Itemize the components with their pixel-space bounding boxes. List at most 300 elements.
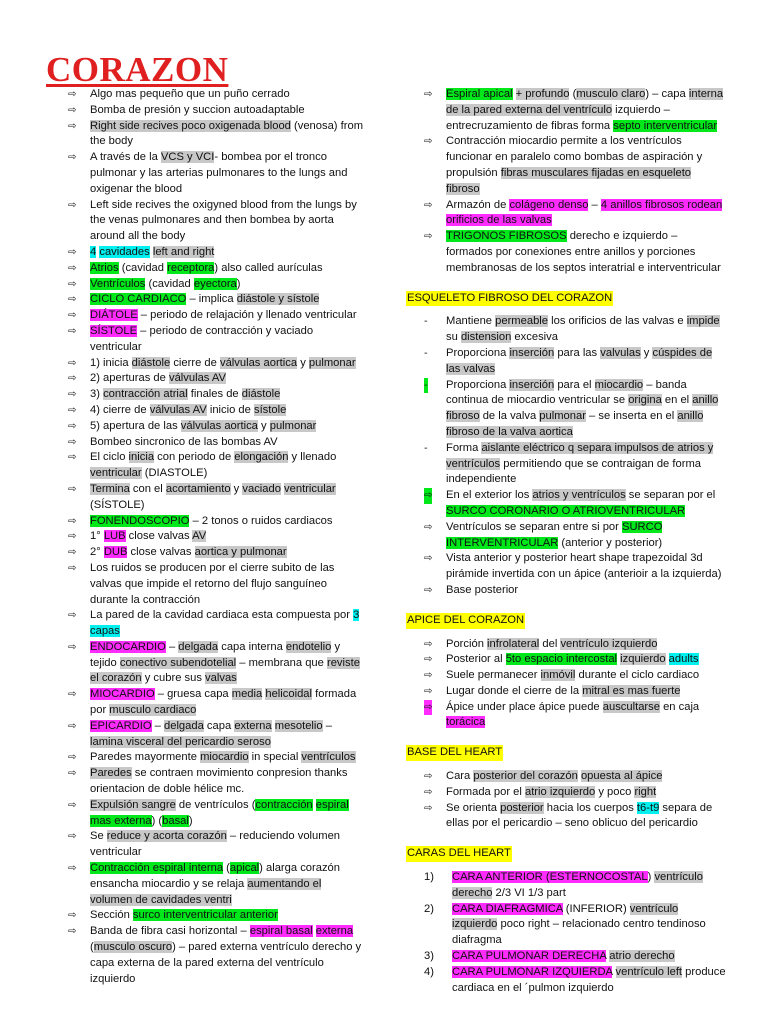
text-segment: Vista anterior y posterior heart shape trapezoidal 3d pirámide invertida con un ápice (anterioir a la izquierda) <box>446 552 722 581</box>
highlighted-text: CARA PULMONAR IZQUIERDA <box>452 965 613 978</box>
text-segment: ) alarga corazón ensancha miocardio y se relaja <box>90 862 340 890</box>
text-segment: ( <box>569 88 577 100</box>
highlighted-text: infrolateral <box>487 637 540 650</box>
list-item <box>424 488 726 520</box>
heading-base: BASE DEL HEART <box>406 745 503 761</box>
right-arrow-icon: ⇨ <box>68 562 77 574</box>
highlighted-text: atrio derecho <box>609 950 675 963</box>
text-segment: su <box>446 331 461 344</box>
base-list <box>424 769 726 832</box>
text-segment: con el <box>129 482 166 495</box>
list-item <box>424 785 726 801</box>
highlighted-text: cavidades <box>99 245 150 258</box>
right-column <box>407 87 726 996</box>
text-segment: 2) aperturas de <box>90 372 169 385</box>
text-segment: se contraen movimiento conpresion thanks orientacion de doble hélice mc. <box>90 767 348 796</box>
highlighted-text: pulmonar <box>308 356 356 369</box>
text-segment: – periodo de relajación y llenado ventricular <box>137 309 357 322</box>
right-arrow-icon: ⇨ <box>68 483 77 495</box>
highlighted-text: fibras musculares fijadas en esqueleto fibroso <box>446 166 692 195</box>
numbered-item <box>424 949 726 965</box>
highlighted-text: conectivo subendotelial <box>119 656 237 669</box>
highlighted-text: MIOCARDIO <box>90 688 155 701</box>
highlighted-text: espiral mas externa <box>90 798 349 827</box>
list-item <box>68 514 364 530</box>
highlighted-text: media <box>231 688 263 701</box>
highlighted-text: externa <box>234 719 272 732</box>
highlighted-text: Right side recives poco oxigenada blood <box>90 119 291 132</box>
highlighted-text: LUB <box>103 530 126 543</box>
list-item <box>68 198 364 245</box>
right-arrow-icon: ⇨ <box>68 910 77 922</box>
highlighted-text: VCS y VCI <box>160 151 215 164</box>
highlighted-text: right <box>634 785 657 798</box>
text-segment: y tejido <box>90 640 341 669</box>
highlighted-text: contracción atrial <box>103 388 188 401</box>
list-item <box>68 403 364 419</box>
highlighted-text: ventricular <box>90 467 142 480</box>
highlighted-text: aislante eléctrico q separa impulsos de atrios y ventrículos <box>446 441 714 470</box>
highlighted-text: DUB <box>103 546 128 559</box>
highlighted-text: CARA PULMONAR DERECHA <box>452 950 607 963</box>
list-item <box>424 346 726 378</box>
right-arrow-icon: ⇨ <box>68 863 77 875</box>
right-arrow-icon: ⇨ <box>68 752 77 764</box>
text-segment: Bomba de presión y succion autoadaptable <box>90 103 305 116</box>
highlighted-text: valvas <box>205 672 237 685</box>
highlighted-text: ventrículos <box>301 751 356 764</box>
heading-caras: CARAS DEL HEART <box>406 846 512 862</box>
right-arrow-icon: ⇨ <box>424 670 433 682</box>
highlighted-text: Paredes <box>90 767 132 780</box>
text-segment: 3) <box>90 388 104 401</box>
text-segment: poco right – relacionado centro tendinoso diafragma <box>452 918 706 947</box>
list-item <box>68 750 364 766</box>
right-arrow-icon: ⇨ <box>424 89 433 100</box>
list-item <box>68 387 364 403</box>
list-item <box>424 769 726 785</box>
right-arrow-icon: ⇨ <box>424 521 433 533</box>
text-segment: de ventrículos ( <box>175 798 256 811</box>
highlighted-text: EPICARDIO <box>90 719 152 732</box>
text-segment: Forma <box>446 441 482 454</box>
text-segment: A través de la <box>90 151 161 164</box>
text-segment: Proporciona <box>446 346 510 359</box>
highlighted-text: + profundo <box>515 88 570 100</box>
highlighted-text: válvulas aortica <box>180 419 258 432</box>
right-arrow-icon: ⇨ <box>68 420 77 432</box>
text-segment: in special <box>248 751 302 764</box>
list-item <box>424 700 726 732</box>
heading-apice: APICE DEL CORAZON <box>406 613 525 629</box>
highlighted-text: anillo fibroso <box>446 394 719 423</box>
highlighted-text: posterior del corazón <box>473 770 578 783</box>
highlighted-text: ventricular <box>284 482 336 495</box>
text-segment: – reduciendo volumen ventricular <box>90 830 341 859</box>
text-segment: 1° <box>90 530 104 543</box>
text-segment: Ventrículos se separan entre si por <box>446 520 622 533</box>
text-segment: (cavidad <box>118 261 168 274</box>
highlighted-text: sístole <box>253 403 287 416</box>
list-item <box>424 551 726 583</box>
text-segment: en caja <box>659 700 700 713</box>
highlighted-text: elongación <box>234 451 289 464</box>
list-item <box>68 277 364 293</box>
text-segment: con periodo de <box>154 451 235 464</box>
highlighted-text: inserción <box>509 378 555 391</box>
highlighted-text: izquierdo <box>620 653 666 666</box>
highlighted-text: diástole <box>241 388 281 401</box>
highlighted-text: atrio izquierdo <box>524 785 596 798</box>
highlighted-text: válvulas AV <box>168 372 226 385</box>
list-item <box>68 640 364 687</box>
text-segment: – se inserta en el <box>585 410 678 423</box>
text-segment: (SÍSTOLE) <box>90 498 145 511</box>
highlighted-text: colágeno denso <box>509 198 589 211</box>
text-segment: Mantiene <box>446 315 496 328</box>
item-number: 4) <box>424 965 434 978</box>
right-arrow-icon: ⇨ <box>68 926 77 938</box>
highlighted-text: distension <box>460 331 512 344</box>
right-arrow-icon: ⇨ <box>424 553 433 565</box>
list-item <box>68 87 364 103</box>
list-item <box>68 687 364 719</box>
highlighted-text: atrios y ventrículos <box>532 489 626 502</box>
right-arrow-icon: ⇨ <box>68 515 77 527</box>
list-item <box>68 308 364 324</box>
text-segment: 2° <box>90 546 104 559</box>
text-segment: ( <box>223 862 230 875</box>
highlighted-text: Termina <box>90 482 130 495</box>
highlighted-text: externa <box>315 925 354 938</box>
right-arrow-icon: ⇨ <box>68 152 77 164</box>
text-segment: – <box>151 719 164 732</box>
highlighted-text: espiral basal <box>249 925 313 938</box>
text-segment: El ciclo <box>90 451 129 464</box>
list-item <box>68 766 364 798</box>
text-segment: derecho e izquierdo – formados por conexiones entre anillos y porciones membranosas de los septos interatrial e interventricular <box>446 230 721 274</box>
list-item <box>424 229 726 276</box>
highlighted-text: ventrículo izquierdo <box>452 902 679 931</box>
right-arrow-icon: ⇨ <box>424 786 433 798</box>
highlighted-text: helicoidal <box>265 688 313 701</box>
text-segment: – <box>588 198 601 211</box>
text-segment: durante el ciclo cardiaco <box>575 669 700 682</box>
text-segment: y llenado <box>288 451 337 464</box>
list-item <box>424 668 726 684</box>
list-item <box>424 637 726 653</box>
text-segment: produce cardiaca en el ´pulmon izquierdo <box>452 965 726 994</box>
heading-esqueleto: ESQUELETO FIBROSO DEL CORAZON <box>406 291 613 307</box>
text-segment: ) – capa <box>645 88 689 100</box>
text-segment: se separan por el <box>625 489 716 502</box>
text-segment: ) – pared externa ventrículo derecho y capa externa de la pared externa del ventrículo izquierdo <box>90 941 362 985</box>
highlighted-text: septo interventricular <box>613 119 718 132</box>
text-segment: Armazón de <box>446 198 510 211</box>
highlighted-text: miocardio <box>200 751 249 764</box>
right-arrow-icon: ⇨ <box>68 262 77 274</box>
text-segment: los orificios de las valvas e <box>548 315 687 328</box>
highlighted-text: cúspides de las valvas <box>446 346 713 375</box>
right-arrow-icon: ⇨ <box>68 452 77 464</box>
highlighted-text: SURCO INTERVENTRICULAR <box>446 520 663 549</box>
text-segment: – implica <box>186 293 237 306</box>
highlighted-text: surco interventricular anterior <box>132 909 278 922</box>
text-segment: capa interna <box>218 640 286 653</box>
right-arrow-icon: ⇨ <box>424 136 433 148</box>
right-arrow-icon: ⇨ <box>68 89 77 100</box>
text-segment: Ápice under place ápice puede <box>446 700 603 713</box>
list-item <box>424 684 726 700</box>
left-column <box>68 87 364 987</box>
list-item <box>424 520 726 552</box>
right-arrow-icon: ⇨ <box>68 120 77 132</box>
text-segment: Cara <box>446 770 474 783</box>
text-segment: Lugar donde el cierre de la <box>446 684 583 697</box>
highlighted-text: permeable <box>495 315 549 328</box>
highlighted-text: delgada <box>178 640 219 653</box>
highlighted-text: apical <box>229 862 260 875</box>
text-segment: excesiva <box>511 331 558 344</box>
text-segment: (cavidad <box>145 277 194 290</box>
highlighted-text: SÍSTOLE <box>90 324 138 337</box>
right-arrow-icon: ⇨ <box>424 700 432 716</box>
caras-list <box>424 870 726 996</box>
highlighted-text: 3 capas <box>90 609 360 638</box>
highlighted-text: posterior <box>500 801 544 814</box>
highlighted-text: 4 <box>90 245 97 258</box>
text-segment: (DIASTOLE) <box>141 467 208 480</box>
highlighted-text: Contracción espiral interna <box>90 862 224 875</box>
text-segment: Contracción miocardio permite a los ventrículos funcionar en paralelo como bombas de aspiración y propulsión <box>446 135 703 179</box>
highlighted-text: ventrículo derecho <box>452 871 703 899</box>
list-item <box>68 924 364 987</box>
text-segment: finales de <box>187 388 242 401</box>
highlighted-text: pulmonar <box>269 419 317 432</box>
page-title: CORAZON <box>46 50 229 89</box>
text-segment: 2/3 VI 1/3 part <box>492 886 566 899</box>
text-segment: inicio de <box>206 403 254 416</box>
highlighted-text: Ventrículos <box>90 277 146 290</box>
text-segment: Proporciona <box>446 378 510 391</box>
highlighted-text: opuesta al ápice <box>580 770 663 783</box>
right-arrow-icon: ⇨ <box>68 768 77 780</box>
highlighted-text: pulmonar <box>539 410 586 423</box>
highlighted-text: anillo fibroso de la valva aortica <box>446 410 704 438</box>
list-item <box>68 561 364 608</box>
right-arrow-icon: ⇨ <box>424 654 433 666</box>
right-arrow-icon: ⇨ <box>424 685 433 697</box>
text-segment: Los ruidos se producen por el cierre subito de las valvas que impide el retorno del flujo sanguíneo durante la contracción <box>90 561 335 606</box>
list-item <box>424 801 726 833</box>
highlighted-text: aortica y pulmonar <box>194 546 287 559</box>
highlighted-text: Atrios <box>90 261 119 274</box>
text-segment: 5) apertura de las <box>90 419 181 432</box>
text-segment: y <box>640 346 653 359</box>
right-arrow-icon: ⇨ <box>68 610 77 622</box>
highlighted-text: aumentando el volumen de cavidades ventri <box>90 877 322 906</box>
list-item <box>68 292 364 308</box>
text-segment: close valvas <box>127 546 195 559</box>
list-item <box>68 261 364 277</box>
text-segment: Algo mas pequeño que un puño cerrado <box>90 88 290 100</box>
list-item <box>68 371 364 387</box>
highlighted-text: inserción <box>509 346 555 359</box>
highlighted-text: 5to espacio intercostal <box>505 653 618 666</box>
list-item <box>68 719 364 751</box>
list-item <box>68 356 364 372</box>
highlighted-text: diástole <box>131 356 171 369</box>
dash-bullet: - <box>424 442 428 454</box>
highlighted-text: AV <box>192 530 207 543</box>
highlighted-text: mitral es mas fuerte <box>582 684 681 697</box>
highlighted-text: ENDOCARDIO <box>90 640 166 653</box>
text-segment: ) <box>236 277 241 290</box>
list-item <box>424 652 726 668</box>
text-segment: Paredes mayormente <box>90 751 201 764</box>
text-segment: permitiendo que se contraigan de forma independiente <box>446 457 701 486</box>
right-arrow-icon: ⇨ <box>68 547 77 559</box>
right-arrow-icon: ⇨ <box>68 531 77 543</box>
dash-bullet: - <box>424 316 428 328</box>
text-segment: y <box>230 482 243 495</box>
text-segment: de la valva <box>479 410 540 423</box>
right-arrow-icon: ⇨ <box>424 584 433 596</box>
highlighted-text: endotelio <box>285 640 332 653</box>
highlighted-text: torácica <box>446 716 486 729</box>
text-segment: en el <box>661 394 693 407</box>
text-segment: Sección <box>90 909 133 922</box>
text-segment: – periodo de contracción y vaciado ventricular <box>90 324 314 353</box>
list-item <box>68 861 364 908</box>
highlighted-text: reviste el corazón <box>90 656 360 685</box>
list-item <box>68 245 364 261</box>
highlighted-text: reduce y acorta corazón <box>106 830 227 843</box>
text-segment: Se orienta <box>446 801 501 814</box>
highlighted-text: CARA DIAFRAGMICA <box>452 902 563 915</box>
highlighted-text: DIÁTOLE <box>90 309 138 322</box>
highlighted-text: 4 anillos fibrosos rodean orificios de las valvas <box>446 198 723 227</box>
text-segment: En el exterior los <box>446 489 533 502</box>
list-item <box>424 378 726 441</box>
list-item <box>68 829 364 861</box>
list-item <box>68 798 364 830</box>
text-segment: (venosa) from the body <box>90 119 364 148</box>
highlighted-text: basal <box>162 814 189 827</box>
apice-list <box>424 637 726 732</box>
right-arrow-icon: ⇨ <box>424 802 433 814</box>
list-item <box>68 608 364 640</box>
text-segment: ) <box>188 814 193 827</box>
right-arrow-icon: ⇨ <box>68 799 77 811</box>
right-arrow-icon: ⇨ <box>68 689 77 701</box>
item-number: 1) <box>424 871 434 884</box>
highlighted-text: TRIGONOS FIBROSOS <box>446 230 567 243</box>
list-item <box>68 419 364 435</box>
highlighted-text: inmóvil <box>540 669 576 682</box>
text-segment: ) ( <box>151 814 163 827</box>
text-segment: – <box>322 719 332 732</box>
list-item <box>68 482 364 514</box>
item-number: 2) <box>424 902 434 915</box>
highlighted-text: Expulsión sangre <box>90 798 176 811</box>
list-item <box>68 908 364 924</box>
right-arrow-icon: ⇨ <box>68 278 77 290</box>
text-segment: Posterior al <box>446 653 506 666</box>
highlighted-text: origina <box>628 394 662 407</box>
list-item <box>424 441 726 488</box>
right-arrow-icon: ⇨ <box>68 357 77 369</box>
highlighted-text: diástole y sístole <box>236 293 320 306</box>
text-segment: (anterior y posterior) <box>558 536 663 549</box>
text-segment: – banda continua de miocardio ventricular se <box>446 378 687 407</box>
dash-bullet: - <box>424 347 428 359</box>
right-arrow-icon: ⇨ <box>68 831 77 843</box>
highlighted-text: musculo claro <box>576 88 646 100</box>
right-arrow-icon: ⇨ <box>424 638 433 650</box>
highlighted-text: contracción <box>255 798 313 811</box>
text-segment: close valvas <box>125 530 193 543</box>
right-arrow-icon: ⇨ <box>68 720 77 732</box>
text-segment: Formada por el <box>446 785 525 798</box>
text-segment: y cubre sus <box>141 672 206 685</box>
text-segment: – <box>165 640 179 653</box>
numbered-item <box>424 965 726 997</box>
list-item <box>68 435 364 451</box>
highlighted-text: mesotelio <box>274 719 323 732</box>
highlighted-text: SURCO CORONARIO O ATRIOVENTRICULAR <box>446 504 686 517</box>
highlighted-text: musculo cardiaco <box>109 704 197 717</box>
numbered-item <box>424 870 726 902</box>
list-item <box>68 324 364 356</box>
right-arrow-icon: ⇨ <box>424 231 433 243</box>
right-arrow-icon: ⇨ <box>68 325 77 337</box>
text-segment: (INFERIOR) <box>562 902 630 915</box>
list-item <box>68 450 364 482</box>
text-segment: 4) cierre de <box>90 403 150 416</box>
text-segment: del <box>539 637 561 650</box>
text-segment: ( <box>90 941 94 954</box>
highlighted-text: interna de la pared externa del ventrículo <box>446 88 724 116</box>
right-arrow-icon: ⇨ <box>68 294 77 306</box>
text-segment: Bombeo sincronico de las bombas AV <box>90 435 278 448</box>
list-item <box>424 198 726 230</box>
right-arrow-icon: ⇨ <box>68 436 77 448</box>
list-item <box>68 103 364 119</box>
text-segment: Se <box>90 830 107 843</box>
text-segment: Porción <box>446 637 488 650</box>
list-item <box>68 545 364 561</box>
list-item <box>424 134 726 197</box>
text-segment: Left side recives the oxigyned blood from the lungs by the venas pulmonares and then bombea by aorta around all the body <box>90 198 357 243</box>
highlighted-text: miocardio <box>594 378 644 391</box>
right-arrow-icon: ⇨ <box>424 199 433 211</box>
text-segment: para el <box>554 378 595 391</box>
list-item <box>68 119 364 151</box>
text-segment: Banda de fibra casi horizontal – <box>90 925 250 938</box>
highlighted-text: musculo oscuro <box>93 941 173 954</box>
esqueleto-list <box>424 314 726 598</box>
highlighted-text: left and right <box>152 245 215 258</box>
highlighted-text: válvulas AV <box>149 403 207 416</box>
highlighted-text: auscultarse <box>602 700 660 713</box>
text-segment: – gruesa capa <box>154 688 232 701</box>
highlighted-text: CICLO CARDIACO <box>90 293 187 306</box>
text-segment: y <box>257 419 270 432</box>
list-item <box>68 529 364 545</box>
right-arrow-icon: ⇨ <box>68 404 77 416</box>
text-segment: – 2 tonos o ruidos cardiacos <box>189 514 333 527</box>
